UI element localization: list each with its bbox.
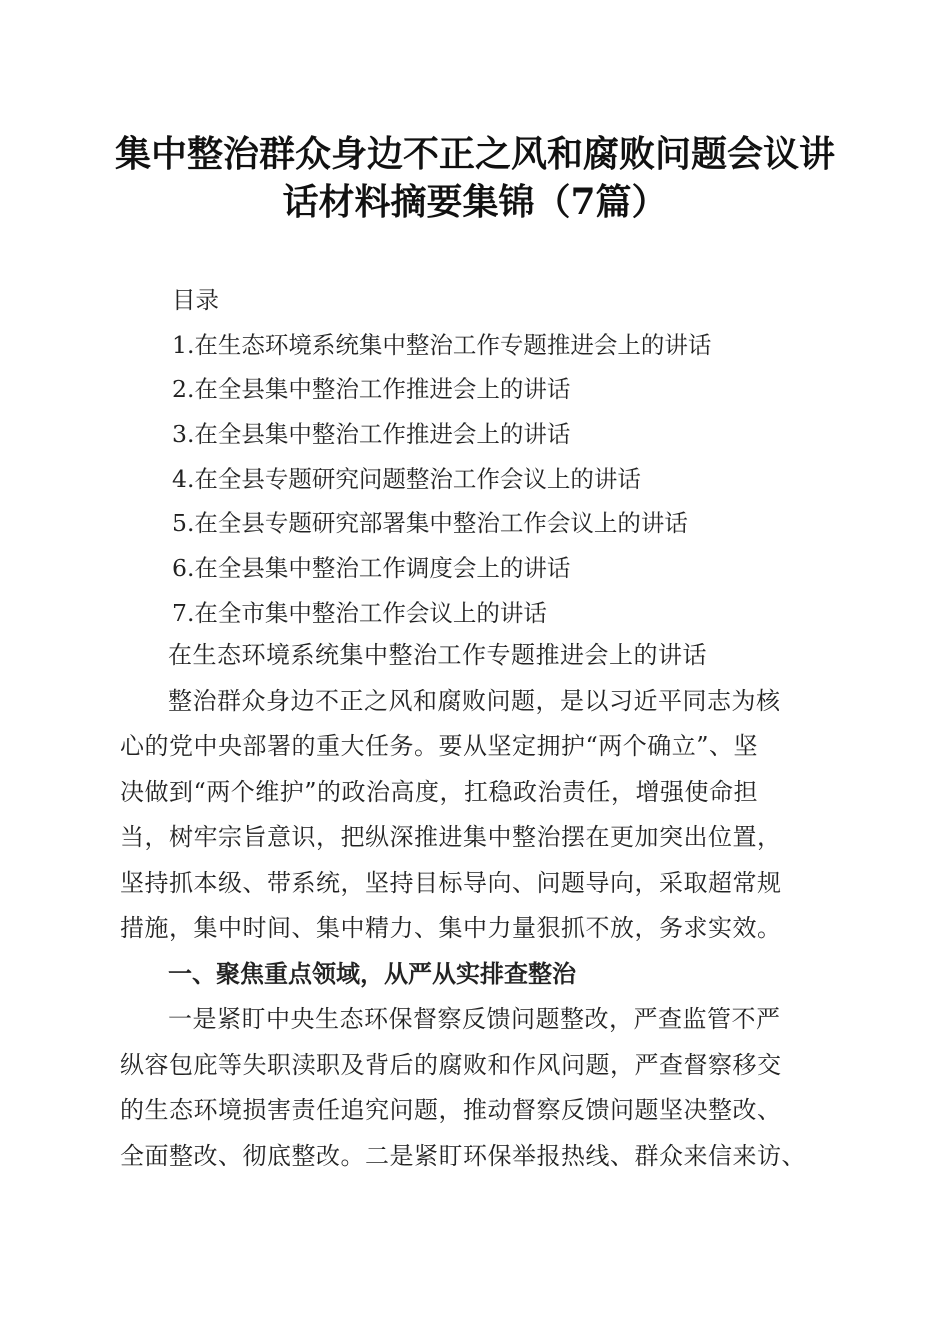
toc-item: 2.在全县集中整治工作推进会上的讲话 bbox=[172, 375, 571, 404]
toc-item: 7.在全市集中整治工作会议上的讲话 bbox=[172, 598, 547, 627]
toc-item: 3.在全县集中整治工作推进会上的讲话 bbox=[172, 420, 571, 449]
toc-heading: 目录 bbox=[172, 286, 219, 314]
toc-item: 1.在生态环境系统集中整治工作专题推进会上的讲话 bbox=[172, 330, 712, 359]
section-title-text: 在生态环境系统集中整治工作专题推进会上的讲话 bbox=[168, 641, 707, 669]
toc-item: 4.在全县专题研究问题整治工作会议上的讲话 bbox=[172, 464, 641, 493]
paragraph-line: 一是紧盯中央生态环保督察反馈问题整改，严查监管不严 bbox=[168, 1005, 781, 1033]
paragraph-line: 当，树牢宗旨意识，把纵深推进集中整治摆在更加突出位置， bbox=[120, 823, 782, 851]
paragraph-line: 心的党中央部署的重大任务。要从坚定拥护“两个确立”、坚 bbox=[120, 732, 759, 760]
paragraph-line: 坚持抓本级、带系统，坚持目标导向、问题导向，采取超常规 bbox=[120, 868, 782, 897]
section-heading-1: 一、聚焦重点领域，从严从实排查整治 bbox=[168, 959, 576, 988]
body-paragraph-1 bbox=[120, 997, 832, 1179]
toc-item: 5.在全县专题研究部署集中整治工作会议上的讲话 bbox=[172, 509, 688, 538]
paragraph-line: 措施，集中时间、集中精力、集中力量狠抓不放，务求实效。 bbox=[120, 914, 782, 942]
paragraph-line: 全面整改、彻底整改。二是紧盯环保举报热线、群众来信来访、 bbox=[120, 1141, 806, 1170]
title-line-2: 话材料摘要集锦（7篇） bbox=[282, 181, 668, 223]
toc-item: 6.在全县集中整治工作调度会上的讲话 bbox=[172, 554, 571, 583]
table-of-contents bbox=[172, 278, 892, 636]
document-body bbox=[120, 633, 832, 1179]
document-title bbox=[100, 130, 850, 226]
paragraph-line: 纵容包庇等失职渎职及背后的腐败和作风问题，严查督察移交 bbox=[120, 1050, 782, 1079]
section-title bbox=[120, 633, 832, 679]
paragraph-line: 决做到“两个维护”的政治高度，扛稳政治责任，增强使命担 bbox=[120, 777, 759, 806]
title-line-1: 集中整治群众身边不正之风和腐败问题会议讲 bbox=[114, 133, 835, 175]
intro-paragraph bbox=[120, 679, 832, 952]
paragraph-line: 整治群众身边不正之风和腐败问题，是以习近平同志为核 bbox=[168, 686, 781, 715]
paragraph-line: 的生态环境损害责任追究问题，推动督察反馈问题坚决整改、 bbox=[120, 1096, 782, 1124]
